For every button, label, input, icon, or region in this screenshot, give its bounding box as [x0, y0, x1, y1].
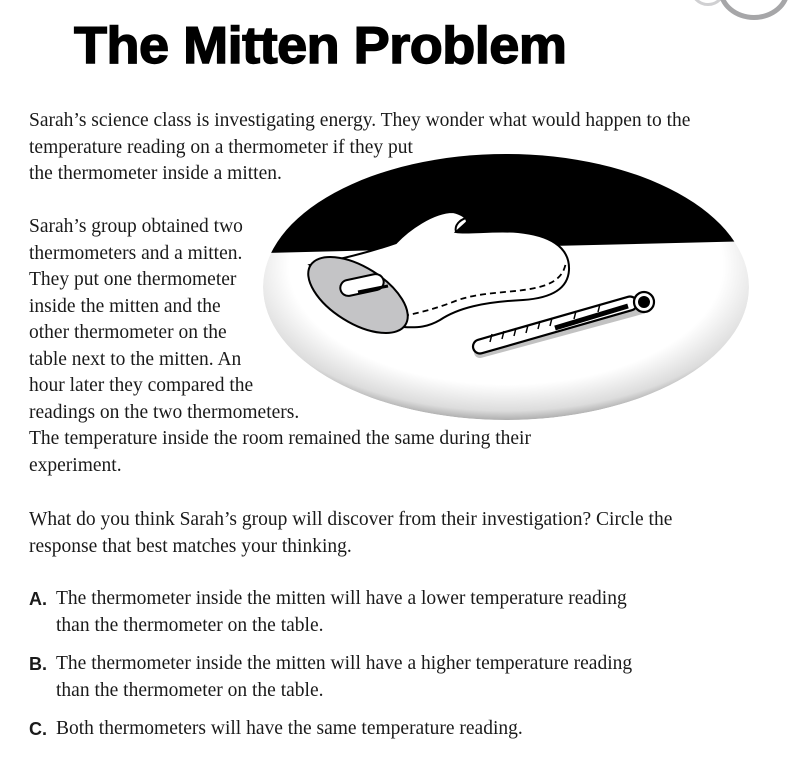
question-line: response that best matches your thinking. [29, 535, 352, 557]
group-line: thermometers and a mitten. [29, 242, 243, 264]
question-prompt [29, 507, 672, 560]
group-line: hour later they compared the [29, 375, 254, 396]
intro-line: temperature reading on a thermometer if they put [29, 136, 413, 158]
choice-text: The thermometer inside the mitten will have a lower temperature reading [56, 588, 627, 609]
question-line: What do you think Sarah’s group will discover from their investigation? Circle the [29, 509, 673, 530]
choice-c[interactable] [29, 716, 523, 743]
choice-letter: C. [29, 719, 47, 739]
choice-text: than the thermometer on the table. [56, 614, 324, 636]
choice-letter: A. [29, 589, 47, 609]
group-line: The temperature inside the room remained the same during their [29, 428, 531, 449]
page-title: The Mitten Problem [74, 17, 567, 75]
group-line: Sarah’s group obtained two [29, 216, 243, 237]
intro-line: Sarah’s science class is investigating energy. They wonder what would happen to the [29, 110, 691, 131]
group-line: inside the mitten and the [29, 295, 221, 317]
group-line: other thermometer on the [29, 322, 227, 343]
mitten-illustration [258, 150, 758, 430]
intro-line: the thermometer inside a mitten. [29, 163, 282, 184]
choice-a[interactable] [29, 586, 627, 639]
group-line: table next to the mitten. An [29, 348, 242, 370]
choice-b[interactable] [29, 651, 632, 704]
group-line: They put one thermometer [29, 269, 237, 290]
group-line: experiment. [29, 454, 122, 476]
group-line: readings on the two thermometers. [29, 401, 300, 423]
choice-text: The thermometer inside the mitten will have a higher temperature reading [56, 653, 633, 674]
choice-text: Both thermometers will have the same temperature reading. [56, 718, 523, 739]
decorative-ring [718, 0, 790, 20]
choice-text: than the thermometer on the table. [56, 679, 324, 701]
choice-letter: B. [29, 654, 47, 674]
